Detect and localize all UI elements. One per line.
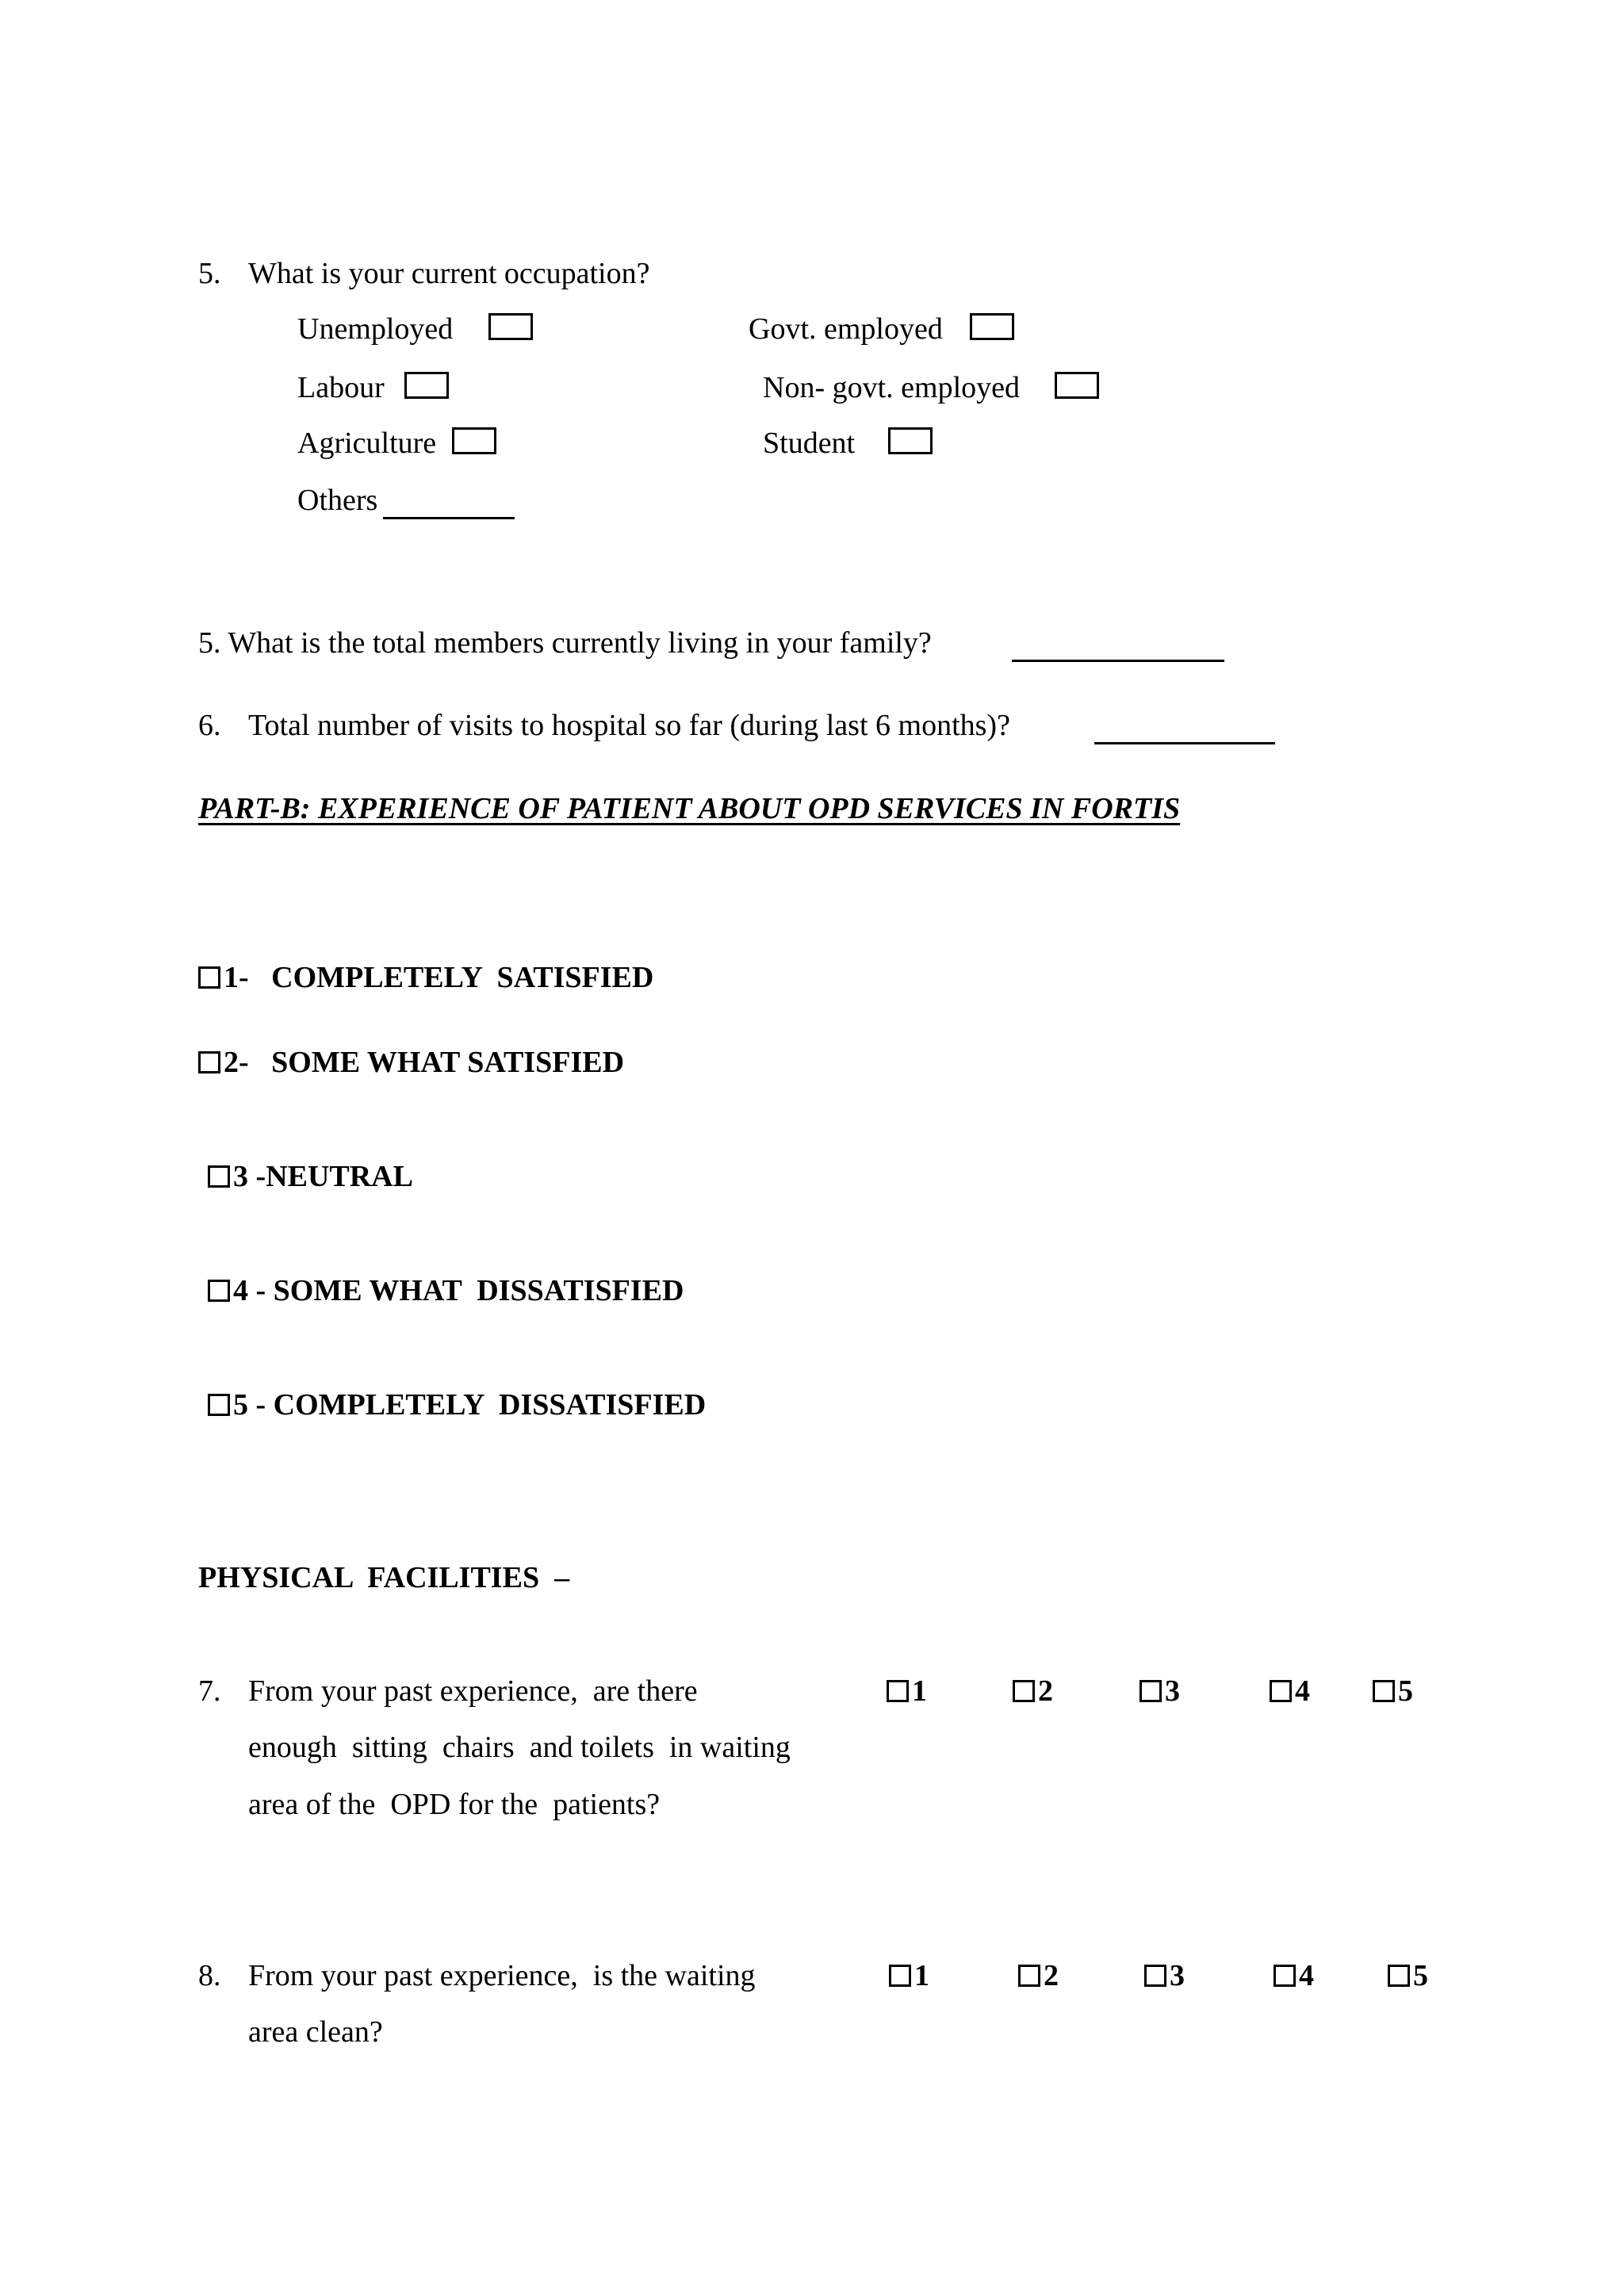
- checkbox-icon: [208, 1280, 230, 1302]
- q8-rating-5[interactable]: 5: [1388, 1961, 1428, 1991]
- option-others-label: Others: [297, 484, 378, 517]
- checkbox-icon: [1139, 1680, 1162, 1702]
- checkbox-icon: [1274, 1965, 1296, 1987]
- option-labour-label: Labour: [297, 371, 385, 404]
- q8-line-2: area clean?: [248, 2015, 383, 2049]
- q8-rating-2[interactable]: 2: [1018, 1961, 1059, 1991]
- q7-rating-1[interactable]: 1: [887, 1676, 927, 1706]
- option-labour-checkbox[interactable]: [404, 372, 449, 399]
- scale-item-1-label: 1- COMPLETELY SATISFIED: [224, 961, 654, 994]
- checkbox-icon: [1388, 1965, 1410, 1987]
- checkbox-icon: [208, 1394, 230, 1416]
- part-b-heading: PART-B: EXPERIENCE OF PATIENT ABOUT OPD SERVICES IN FORTIS: [198, 792, 1181, 825]
- q8-rating-3[interactable]: 3: [1144, 1961, 1185, 1991]
- option-nongovt-label: Non- govt. employed: [763, 371, 1021, 404]
- scale-item-3-label: 3 -NEUTRAL: [233, 1160, 413, 1193]
- checkbox-icon: [1013, 1680, 1035, 1702]
- q8-rating-4[interactable]: 4: [1274, 1961, 1314, 1991]
- checkbox-icon: [1270, 1680, 1292, 1702]
- q7-line-3: area of the OPD for the patients?: [248, 1788, 661, 1821]
- option-student-label: Student: [763, 427, 856, 460]
- option-govt-checkbox[interactable]: [970, 313, 1014, 340]
- option-unemployed-label: Unemployed: [297, 312, 454, 346]
- checkbox-icon: [1018, 1965, 1040, 1987]
- checkbox-icon: [1144, 1965, 1166, 1987]
- option-unemployed-checkbox[interactable]: [488, 313, 533, 340]
- scale-item-4: [208, 1276, 684, 1306]
- checkbox-icon: [198, 966, 220, 989]
- q6-number: 6.: [198, 709, 221, 742]
- option-nongovt-checkbox[interactable]: [1055, 372, 1099, 399]
- q7-rating-3[interactable]: 3: [1139, 1676, 1180, 1706]
- physical-facilities-heading: PHYSICAL FACILITIES –: [198, 1561, 570, 1594]
- q5-family-blank[interactable]: [1012, 660, 1224, 662]
- checkbox-icon: [889, 1965, 911, 1987]
- option-agriculture-checkbox[interactable]: [452, 427, 496, 454]
- q5-question: What is your current occupation?: [248, 257, 650, 290]
- q7-rating-5[interactable]: 5: [1373, 1676, 1413, 1706]
- q5-family-question: 5. What is the total members currently living in your family?: [198, 626, 932, 660]
- checkbox-icon: [198, 1051, 220, 1073]
- checkbox-icon: [1373, 1680, 1395, 1702]
- option-govt-label: Govt. employed: [749, 312, 943, 346]
- scale-item-5-label: 5 - COMPLETELY DISSATISFIED: [233, 1388, 707, 1422]
- q8-line-1: From your past experience, is the waiting: [248, 1959, 756, 1992]
- scale-item-2-label: 2- SOME WHAT SATISFIED: [224, 1046, 625, 1079]
- q7-rating-2[interactable]: 2: [1013, 1676, 1053, 1706]
- q5-number: 5.: [198, 257, 221, 290]
- option-agriculture-label: Agriculture: [297, 427, 437, 460]
- q7-line-2: enough sitting chairs and toilets in waiting: [248, 1731, 791, 1764]
- q8-rating-1[interactable]: 1: [889, 1961, 929, 1991]
- scale-item-1: [198, 962, 653, 993]
- checkbox-icon: [887, 1680, 909, 1702]
- q6-blank[interactable]: [1094, 742, 1275, 744]
- q7-line-1: From your past experience, are there: [248, 1674, 698, 1708]
- q6-question: Total number of visits to hospital so far (during last 6 months)?: [248, 709, 1010, 742]
- option-student-checkbox[interactable]: [888, 427, 933, 454]
- q7-number: 7.: [198, 1674, 221, 1708]
- option-others-blank[interactable]: [383, 517, 515, 519]
- q8-number: 8.: [198, 1959, 221, 1992]
- scale-item-2: [198, 1047, 624, 1077]
- q7-rating-4[interactable]: 4: [1270, 1676, 1310, 1706]
- checkbox-icon: [208, 1165, 230, 1188]
- scale-item-4-label: 4 - SOME WHAT DISSATISFIED: [233, 1274, 684, 1307]
- scale-item-3: [208, 1161, 413, 1192]
- scale-item-5: [208, 1390, 706, 1420]
